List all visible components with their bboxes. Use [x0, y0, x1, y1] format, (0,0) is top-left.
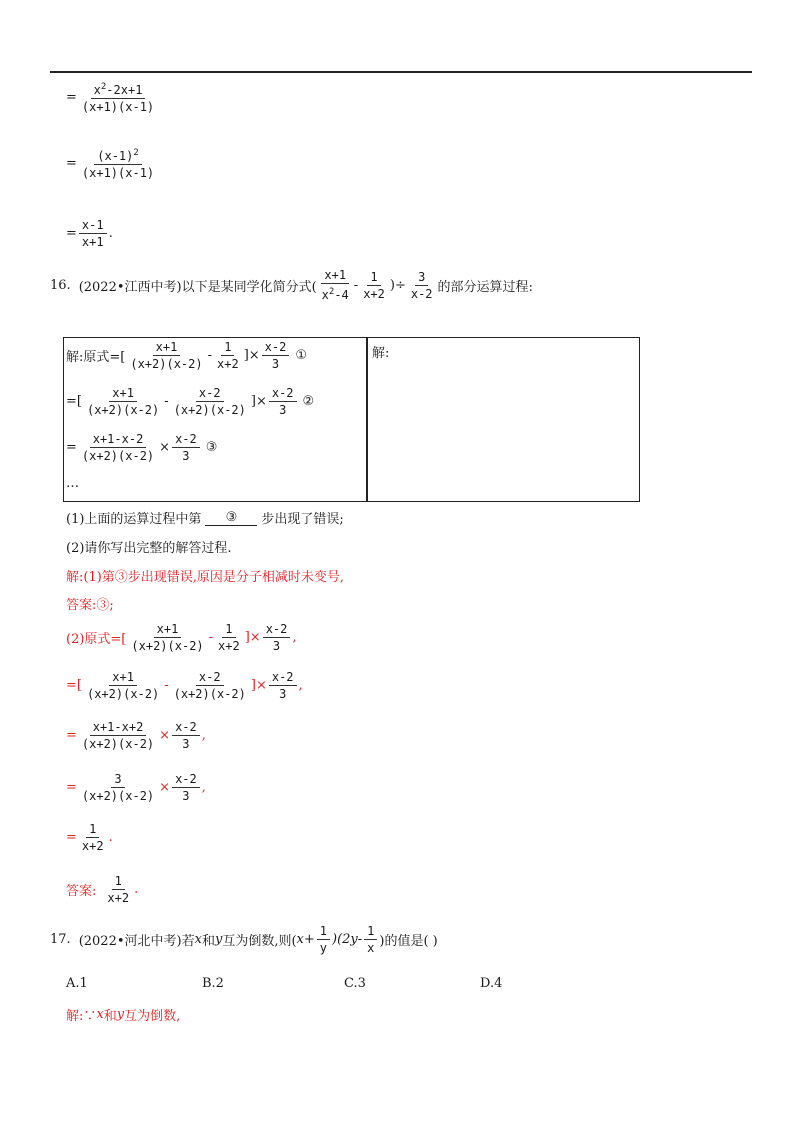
fraction: $\frac{x+1}{(x+2)(x-2)}$ [86, 670, 160, 701]
box-row-2: =[ $\frac{x+1}{(x+2)(x-2)}$ - $\frac{x-2}{(x+2)(x-2)}$ ]× $\frac{x-2}{3}$ ② [66, 386, 315, 417]
box-divider [366, 338, 368, 501]
equals-sign: = [66, 226, 77, 241]
box-ellipsis: … [66, 476, 79, 491]
fraction: $\frac{1}{y}$ [317, 924, 330, 955]
prev-step-3: = $\frac{x-1}{x+1}$ . [66, 218, 113, 249]
fraction: $\frac{x+1}{(x+2)(x-2)}$ [131, 622, 204, 653]
q16-answer-2: 答案: $\frac{1}{x+2}$ . [66, 874, 139, 905]
q16-solution-1: 解:(1)第③步出现错误,原因是分子相减时未变号, [66, 570, 345, 585]
fraction: $\frac{1}{x}$ [364, 924, 377, 955]
q16-solution-step-c: = $\frac{x+1-x+2}{(x+2)(x-2)}$ × $\frac{x-2}{3}$ , [66, 720, 206, 751]
q16-sub2: (2)请你写出完整的解答过程. [66, 541, 232, 556]
q17-solution: 解:∵ x 和 y 互为倒数, [66, 1007, 181, 1024]
fraction: $\frac{x^2-2x+1}{(x+1)(x-1)}$ [81, 82, 155, 114]
prev-step-2 [66, 146, 159, 180]
fraction: $\frac{x+1-x+2}{(x+2)(x-2)}$ [81, 720, 155, 751]
fraction: $\frac{x+1}{x^2-4}$ [321, 268, 349, 302]
q17-option-a: A.1 [66, 976, 88, 991]
fraction: $\frac{x-1}{x+1}$ [79, 218, 107, 249]
q16-solution-step-e: = $\frac{1}{x+2}$ . [66, 822, 113, 853]
fraction: $\frac{1}{x+2}$ [217, 340, 239, 371]
fraction: $\frac{(x-1)^2}{(x+1)(x-1)}$ [81, 148, 155, 180]
q16-stem: 16. (2022•江西中考) 以下是某同学化简分式( $\frac{x+1}{x^2-4}$ - $\frac{1}{x+2}$ )÷ $\frac{3}{x-2}$ 的部分运算过程: [50, 268, 533, 302]
step-marker: ① [295, 348, 308, 363]
prev-step-1 [66, 80, 159, 114]
question-number: 16. [50, 277, 71, 293]
fraction: $\frac{x-2}{3}$ [172, 720, 200, 751]
fraction: $\frac{3}{x-2}$ [410, 269, 433, 301]
fraction: $\frac{x+1-x-2}{(x+2)(x-2)}$ [81, 432, 155, 463]
box-row-3: = $\frac{x+1-x-2}{(x+2)(x-2)}$ × $\frac{x-2}{3}$ ③ [66, 432, 218, 463]
fraction: $\frac{3}{(x+2)(x-2)}$ [81, 772, 155, 803]
q17-option-c: C.3 [344, 976, 366, 991]
fraction: $\frac{x+1}{(x+2)(x-2)}$ [130, 340, 203, 371]
fraction: $\frac{1}{x+2}$ [218, 622, 240, 653]
work-box [63, 337, 640, 502]
answer-blank: ③ [205, 510, 257, 526]
question-source: (2022•江西中考) [78, 279, 182, 295]
question-number: 17. [50, 932, 71, 947]
fraction: $\frac{x-2}{3}$ [263, 622, 291, 653]
q16-answer-1: 答案:③; [66, 598, 114, 613]
fraction: $\frac{x-2}{(x+2)(x-2)}$ [173, 670, 246, 701]
q17-option-b: B.2 [202, 976, 224, 991]
q17-stem: 17. (2022•河北中考) 若 x 和 y 互为倒数,则( x+ $\frac{1}{y}$ )(2y- $\frac{1}{x}$ )的值是( ) [50, 924, 438, 955]
box-right-label: 解: [372, 346, 390, 361]
box-row-1: 解:原式=[ $\frac{x+1}{(x+2)(x-2)}$ - $\frac{1}{x+2}$ ]× $\frac{x-2}{3}$ ① [66, 340, 308, 371]
fraction: $\frac{x-2}{3}$ [269, 386, 297, 417]
fraction: $\frac{x-2}{3}$ [262, 340, 290, 371]
question-source: (2022•河北中考) [78, 934, 182, 949]
fraction: $\frac{x-2}{(x+2)(x-2)}$ [173, 386, 246, 417]
q16-solution-step-d: = $\frac{3}{(x+2)(x-2)}$ × $\frac{x-2}{3}$ , [66, 772, 206, 803]
fraction: $\frac{1}{x+2}$ [107, 874, 130, 905]
q16-sub1: (1)上面的运算过程中第 ③ 步出现了错误; [66, 509, 344, 527]
q17-option-d: D.4 [480, 976, 503, 991]
fraction: $\frac{x-2}{3}$ [172, 432, 200, 463]
equals-sign: = [66, 89, 77, 105]
equals-sign: = [66, 155, 77, 171]
fraction: $\frac{x-2}{3}$ [269, 670, 297, 701]
step-marker: ② [302, 394, 315, 409]
q16-solution-step-b: =[ $\frac{x+1}{(x+2)(x-2)}$ - $\frac{x-2}{(x+2)(x-2)}$ ]× $\frac{x-2}{3}$ , [66, 670, 303, 701]
q16-solution-step-a: (2)原式=[ $\frac{x+1}{(x+2)(x-2)}$ - $\frac{1}{x+2}$ ]× $\frac{x-2}{3}$ , [66, 622, 297, 653]
fraction: $\frac{x+1}{(x+2)(x-2)}$ [86, 386, 160, 417]
fraction: $\frac{1}{x+2}$ [81, 822, 104, 853]
fraction: $\frac{1}{x+2}$ [363, 269, 385, 301]
fraction: $\frac{x-2}{3}$ [172, 772, 200, 803]
step-marker: ③ [205, 440, 218, 455]
header-rule [50, 71, 752, 73]
